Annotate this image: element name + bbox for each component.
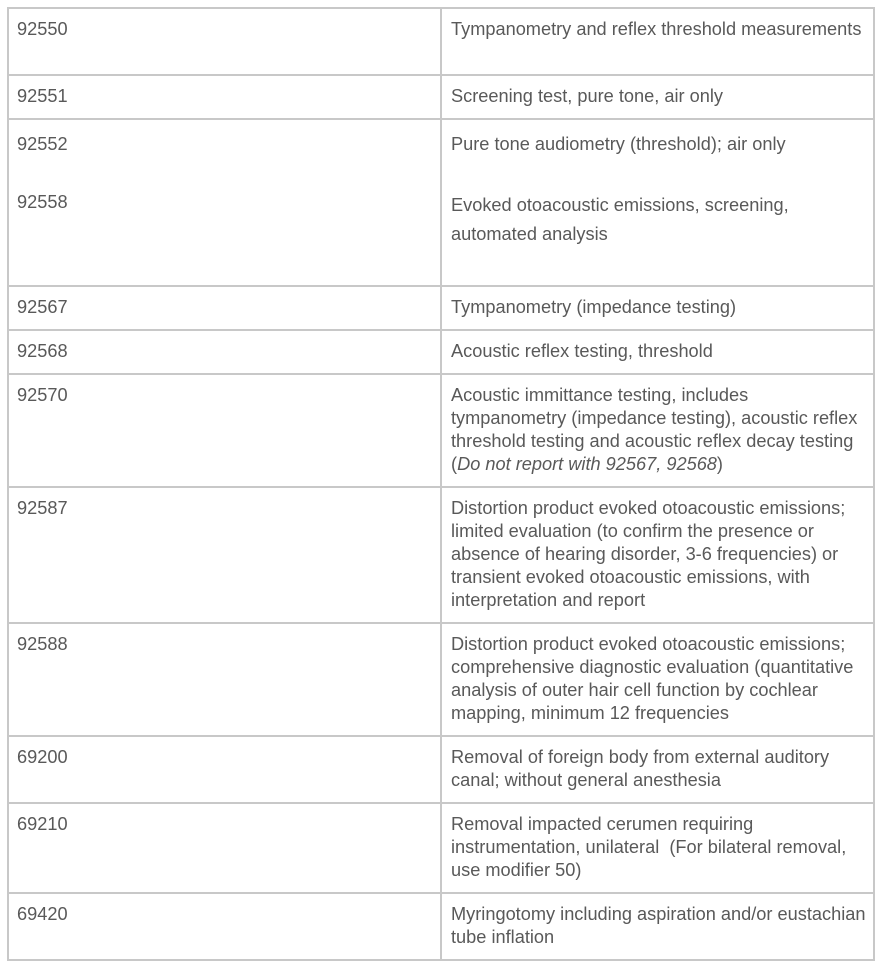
spacer xyxy=(17,156,433,191)
description-cell: Distortion product evoked otoacoustic emissions; limited evaluation (to confirm the presence or absence of hearing disorder, 3-6 frequencies) or transient evoked otoacoustic emissions, with interpretation and report xyxy=(441,487,874,623)
description-cell xyxy=(441,119,874,286)
table-row xyxy=(8,374,874,487)
table-row xyxy=(8,330,874,374)
description-cell: Tympanometry and reflex threshold measurements xyxy=(441,8,874,75)
table-row xyxy=(8,487,874,623)
description-cell: Distortion product evoked otoacoustic emissions; comprehensive diagnostic evaluation (quantitative analysis of outer hair cell function by cochlear mapping, minimum 12 frequencies xyxy=(441,623,874,736)
code-cell: 69200 xyxy=(8,736,441,803)
description-text: Evoked otoacoustic emissions, screening, automated analysis xyxy=(451,195,789,244)
spacer xyxy=(451,156,866,191)
description-cell: Acoustic reflex testing, threshold xyxy=(441,330,874,374)
code-cell: 92567 xyxy=(8,286,441,330)
table-row xyxy=(8,736,874,803)
description-cell: Myringotomy including aspiration and/or eustachian tube inflation xyxy=(441,893,874,960)
code-cell: 92570 xyxy=(8,374,441,487)
description-text: Acoustic immittance testing, includes tympanometry (impedance testing), acoustic reflex threshold testing and acoustic reflex decay testing ( xyxy=(451,385,858,474)
table-row xyxy=(8,119,874,286)
code-cell: 69420 xyxy=(8,893,441,960)
table-row xyxy=(8,8,874,75)
description-cell: Removal impacted cerumen requiring instrumentation, unilateral (For bilateral removal, use modifier 50) xyxy=(441,803,874,893)
description-note: Do not report with 92567, 92568 xyxy=(457,454,717,474)
table-row xyxy=(8,286,874,330)
table-row xyxy=(8,75,874,119)
code-text: 92558 xyxy=(17,192,68,212)
table-row xyxy=(8,893,874,960)
table-row xyxy=(8,803,874,893)
code-text: 92552 xyxy=(17,134,68,154)
code-cell: 92550 xyxy=(8,8,441,75)
description-cell: Removal of foreign body from external auditory canal; without general anesthesia xyxy=(441,736,874,803)
cpt-code-table xyxy=(7,7,875,961)
description-text: ) xyxy=(716,454,723,474)
code-cell: 92551 xyxy=(8,75,441,119)
code-cell xyxy=(8,119,441,286)
table-row xyxy=(8,623,874,736)
description-cell xyxy=(441,374,874,487)
description-text: Pure tone audiometry (threshold); air only xyxy=(451,134,786,154)
description-cell: Tympanometry (impedance testing) xyxy=(441,286,874,330)
description-cell: Screening test, pure tone, air only xyxy=(441,75,874,119)
code-cell: 92588 xyxy=(8,623,441,736)
code-cell: 92568 xyxy=(8,330,441,374)
code-cell: 69210 xyxy=(8,803,441,893)
code-cell: 92587 xyxy=(8,487,441,623)
